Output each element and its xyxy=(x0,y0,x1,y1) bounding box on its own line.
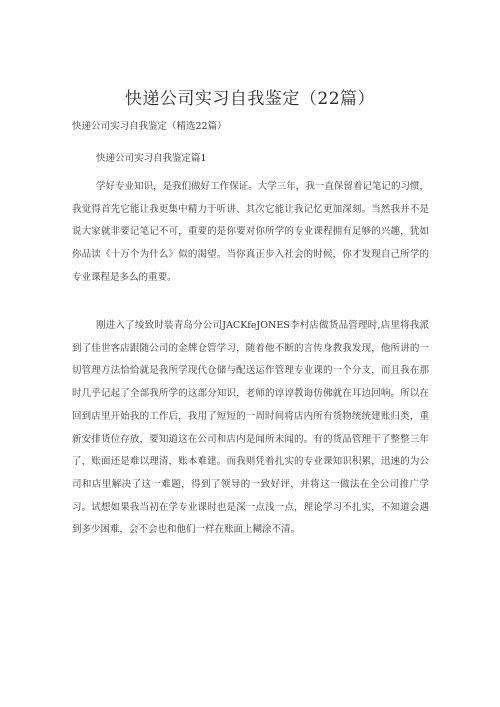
paragraph-1: 学好专业知识，是我们做好工作保证。大学三年，我一直保留着记笔记的习惯，我觉得首先它能让我更集中精力于听讲、其次它能让我记忆更加深刻。当然我并不是说大家就非要记笔记不可，重要的是你要对你所学的专业课程拥有足够的兴趣，犹如你品读《十万个为什么》似的渴望。当你真正步入社会的时候，你才发现自己所学的专业课程是多么的重要。 xyxy=(72,181,429,283)
document-title: 快递公司实习自我鉴定（22篇） xyxy=(124,89,376,109)
document-subtitle: 快递公司实习自我鉴定（精选22篇） xyxy=(72,121,227,132)
paragraph-2: 刚进入了绫致时装青岛分公司JACKfeJONES李村店做货品管理时,店里将我派到了佳世客店跟随公司的金牌仓管学习，随着他不断的言传身教我发现，他所讲的一切管理方法恰恰就是我所学现代仓储与配送运作管理专业课的一个分支，而且我在那时几乎记起了全部我所学的这部分知识，老师的谆谆教诲仿佛就在耳边回响。所以在回到店里开始我的工作后，我用了短短的一周时间将店内所有货物统统建账归类，重新安排货位存放，要知道这在公司和店内是闻所未闻的。有的货品管理干了整整三年了，账面还是难以理清，账本难建。而我则凭着扎实的专业课知识积累，迅速的为公司和店里解决了这一难题，得到了领导的一致好评，并将这一做法在全公司推广学习。试想如果我当初在学专业课时也是深一点浅一点，理论学习不扎实，不知道会遇到多少困难，会不会也和他们一样在账面上糊涂不清。 xyxy=(72,320,429,536)
section-heading: 快递公司实习自我鉴定篇1 xyxy=(96,153,207,164)
